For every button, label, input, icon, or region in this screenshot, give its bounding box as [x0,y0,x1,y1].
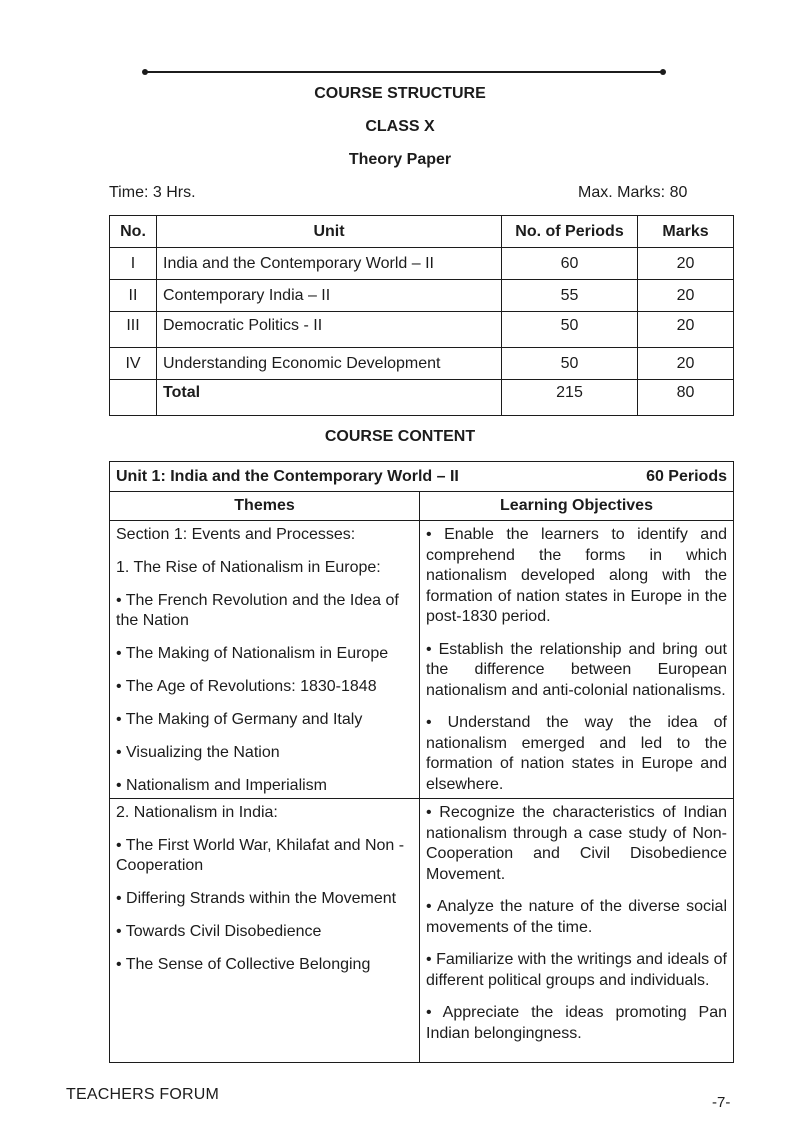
table-header-row [110,216,734,248]
objective-item: • Enable the learners to identify and comprehend the forms in which nationalism developed along with the formation of nation states in Europe in the post-1830 period. [426,526,727,625]
unit-no: III [110,312,157,348]
table-row [110,280,734,312]
unit-periods-label: 60 Periods [646,467,727,485]
unit-no: I [110,248,157,280]
theme-item: • Visualizing the Nation [116,744,280,761]
unit-marks: 20 [638,280,734,312]
col-header-periods: No. of Periods [502,216,638,248]
theme-item: • The French Revolution and the Idea of the Nation [116,592,399,629]
theme-item: • The Making of Germany and Italy [116,711,363,728]
col-header-themes: Themes [110,492,420,521]
time-label: Time: 3 Hrs. [109,184,196,201]
unit-periods: 55 [502,280,638,312]
theme-item: • Nationalism and Imperialism [116,777,328,794]
total-periods: 215 [502,380,638,416]
unit-marks: 20 [638,348,734,380]
unit-marks: 20 [638,312,734,348]
col-header-unit: Unit [157,216,502,248]
rule-dot-left [142,69,148,75]
paper-title: Theory Paper [348,151,452,168]
theme-item: Section 1: Events and Processes: [116,526,356,543]
course-structure-table [109,215,734,416]
section2-row [110,799,734,1063]
total-row [110,380,734,416]
objective-item: • Familiarize with the writings and ideals of different political groups and individuals. [426,951,727,989]
section1-objectives [420,521,734,799]
unit-marks: 20 [638,248,734,280]
unit-periods: 60 [502,248,638,280]
objective-item: • Appreciate the ideas promoting Pan Indian belongingness. [426,1004,727,1042]
table-row [110,348,734,380]
unit-no: IV [110,348,157,380]
objective-item: • Recognize the characteristics of Indian nationalism through a case study of Non-Cooperation and Civil Disobedience Movement. [426,804,727,883]
objective-item: • Establish the relationship and bring out the difference between European nationalism and anti-colonial nationalisms. [426,640,727,699]
col-header-marks: Marks [638,216,734,248]
class-title: CLASS X [365,118,435,135]
unit-periods: 50 [502,312,638,348]
unit-no: II [110,280,157,312]
table-row [110,312,734,348]
unit-title-row [110,462,734,492]
unit-title: Unit 1: India and the Contemporary World – II [116,467,459,485]
section1-themes [110,521,420,799]
section1-row [110,521,734,799]
table-row [110,248,734,280]
theme-item: • The First World War, Khilafat and Non - Cooperation [116,837,405,874]
total-label: Total [157,380,502,416]
page-title: COURSE STRUCTURE [314,85,486,102]
unit-periods: 50 [502,348,638,380]
col-header-no: No. [110,216,157,248]
unit-name: Democratic Politics - II [157,312,502,348]
section2-objectives [420,799,734,1063]
unit-title-cell [110,462,734,492]
unit-name: Understanding Economic Development [157,348,502,380]
theme-item: 1. The Rise of Nationalism in Europe: [116,559,381,576]
unit-name: Contemporary India – II [157,280,502,312]
rule-dot-right [660,69,666,75]
max-marks-label: Max. Marks: 80 [578,184,688,201]
theme-item: • The Sense of Collective Belonging [116,956,371,973]
theme-item: 2. Nationalism in India: [116,804,278,821]
course-content-table [109,461,734,1063]
page-number: -7- [712,1094,731,1111]
theme-item: • The Age of Revolutions: 1830-1848 [116,678,377,695]
theme-item: • The Making of Nationalism in Europe [116,645,389,662]
objective-item: • Understand the way the idea of nationalism emerged and led to the formation of nation states in Europe and elsewhere. [426,714,727,793]
footer-publication: TEACHERS FORUM [66,1086,220,1103]
total-empty-cell [110,380,157,416]
content-header-row [110,492,734,521]
theme-item: • Differing Strands within the Movement [116,890,397,907]
course-content-heading: COURSE CONTENT [324,428,476,445]
theme-item: • Towards Civil Disobedience [116,923,322,940]
total-marks: 80 [638,380,734,416]
col-header-objectives: Learning Objectives [420,492,734,521]
objective-item: • Analyze the nature of the diverse social movements of the time. [426,898,727,936]
unit-name: India and the Contemporary World – II [157,248,502,280]
top-rule [145,71,663,73]
section2-themes [110,799,420,1063]
